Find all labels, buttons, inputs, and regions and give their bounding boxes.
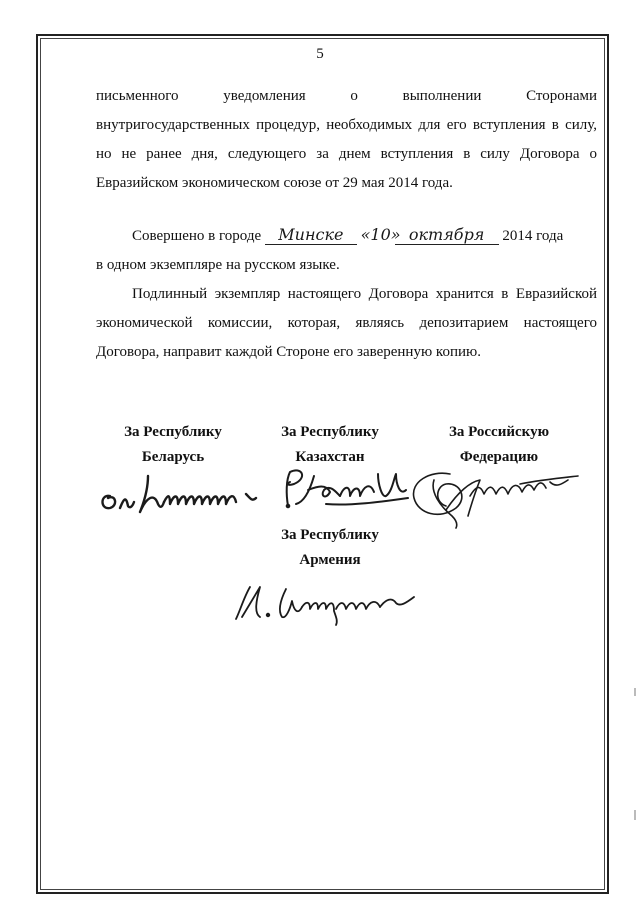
paragraph-1-first-line: письменного уведомления о выполнении Сторонами (96, 88, 597, 104)
paragraph-3: Подлинный экземпляр настоящего Договора хранится в Евразийской экономической комиссии, которая, являясь депозитарием настоящего Договора, направит каждой Стороне его заверенную копию. (96, 286, 597, 360)
signatory-label-line1: За Республику (281, 527, 379, 543)
signatory-belarus (96, 420, 250, 470)
paragraph-done-rest: в одном экземпляре на русском языке. (96, 257, 340, 273)
signature-russia (400, 462, 590, 532)
signatory-label-line2: Казахстан (295, 449, 365, 465)
signatory-label-line1: За Республику (124, 424, 222, 440)
signatory-armenia (255, 523, 405, 573)
signature-armenia (224, 577, 434, 627)
done-prefix: Совершено в городе (132, 228, 262, 244)
done-year: 2014 года (502, 228, 564, 244)
signatory-label-line1: За Российскую (448, 424, 550, 440)
paragraph-done (96, 222, 597, 251)
scan-edge-mark (634, 688, 636, 696)
signatory-label-line2: Федерацию (459, 449, 539, 465)
handwritten-month: октября (395, 226, 499, 245)
signatory-label-line2: Беларусь (141, 449, 205, 465)
signatory-label-line2: Армения (299, 552, 361, 568)
handwritten-day: «10» (360, 225, 401, 244)
handwritten-city: Минске (265, 226, 357, 245)
signatory-label-line1: За Республику (281, 424, 379, 440)
signature-belarus (96, 468, 266, 518)
scan-edge-mark (634, 810, 636, 820)
page-number: 5 (316, 46, 324, 62)
paragraph-1-rest: внутригосударственных процедур, необходимых для его вступления в силу, но не ранее дня, следующего за днем вступления в силу Договора о Евразийском экономическом союзе от 29 мая 2014 года. (96, 117, 597, 191)
